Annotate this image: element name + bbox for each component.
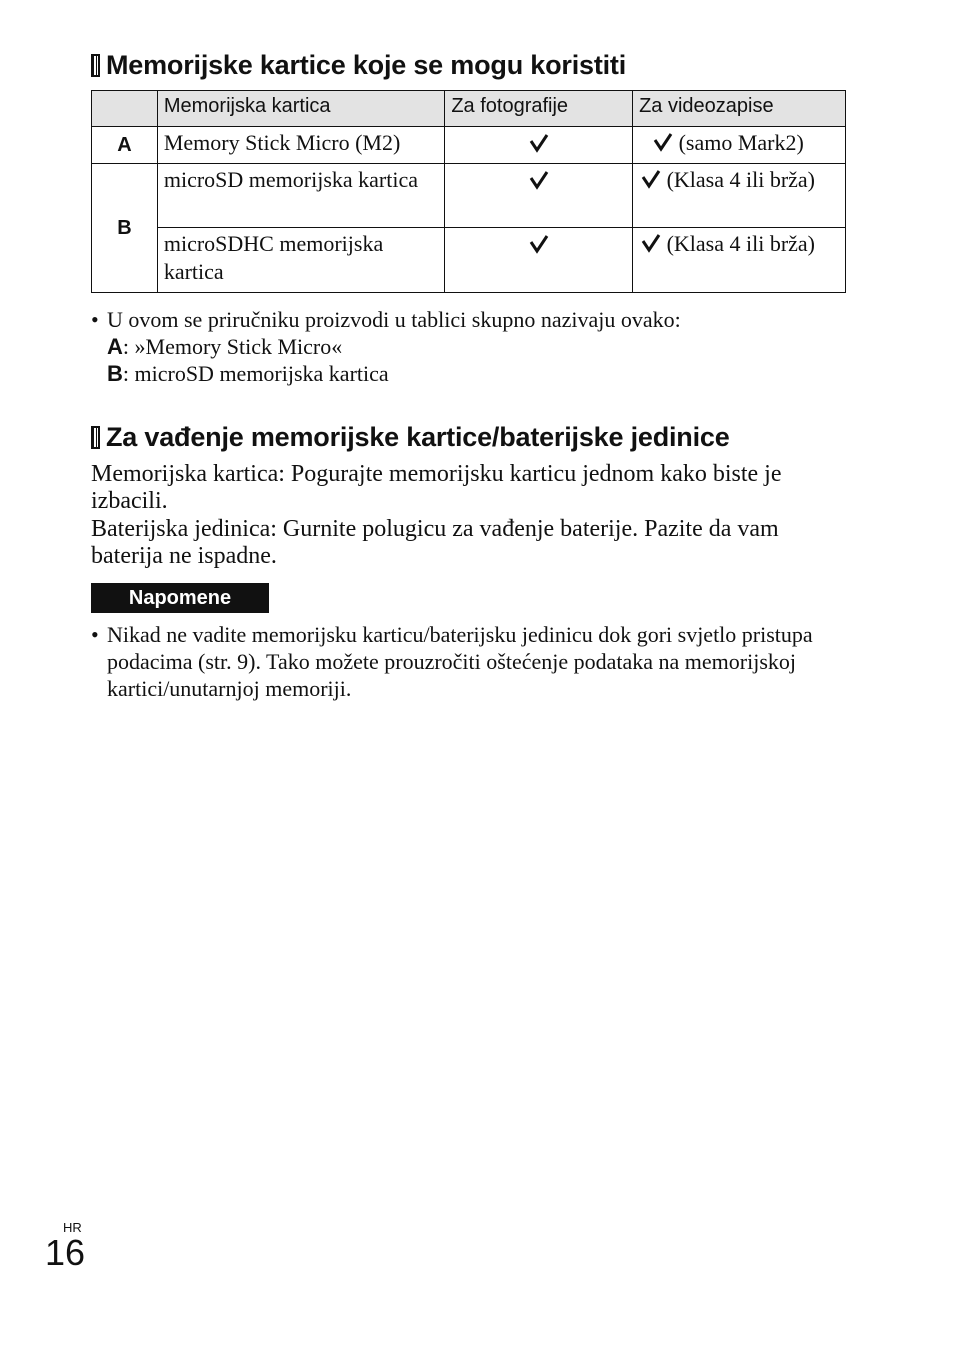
check-icon bbox=[529, 133, 549, 158]
table-header-cell bbox=[92, 91, 158, 127]
language-code: HR bbox=[63, 1220, 82, 1235]
photo-support-cell bbox=[445, 164, 633, 228]
card-name: microSDHC memorijska kartica bbox=[157, 228, 444, 293]
table-header-cell: Memorijska kartica bbox=[157, 91, 444, 127]
table-row bbox=[92, 164, 846, 228]
bullet: • bbox=[91, 622, 99, 647]
section-marker-icon bbox=[91, 426, 100, 449]
table-header-cell: Za fotografije bbox=[445, 91, 633, 127]
table-row bbox=[92, 127, 846, 164]
section-title: Za vađenje memorijske kartice/baterijske jedinice bbox=[106, 422, 730, 452]
body-paragraph: Memorijska kartica: Pogurajte memorijsku karticu jednom kako biste je izbacili. bbox=[91, 461, 782, 514]
page-number: 16 bbox=[45, 1232, 86, 1273]
video-note: (Klasa 4 ili brža) bbox=[666, 167, 815, 192]
body-paragraph: Baterijska jedinica: Gurnite polugicu za vađenje baterije. Pazite da vam baterija ne ispadne. bbox=[91, 516, 779, 569]
video-support-cell bbox=[633, 164, 846, 228]
abbreviation-a bbox=[91, 333, 851, 360]
section-title: Memorijske kartice koje se mogu koristiti bbox=[106, 50, 627, 80]
list-item bbox=[91, 621, 851, 702]
abbreviation-key: B bbox=[107, 361, 123, 386]
check-icon bbox=[641, 168, 661, 196]
list-item bbox=[91, 306, 851, 333]
check-icon bbox=[529, 234, 549, 259]
photo-support-cell bbox=[445, 127, 633, 164]
video-note: (samo Mark2) bbox=[678, 130, 804, 155]
check-icon bbox=[641, 232, 661, 260]
section-heading-removing bbox=[91, 422, 730, 453]
photo-support-cell bbox=[445, 228, 633, 293]
bullet: • bbox=[91, 307, 99, 332]
section-marker-icon bbox=[91, 54, 100, 77]
card-name: microSD memorijska kartica bbox=[157, 164, 444, 228]
group-label-a: A bbox=[92, 127, 158, 164]
card-name: Memory Stick Micro (M2) bbox=[157, 127, 444, 164]
note-intro: U ovom se priručniku proizvodi u tablici skupno nazivaju ovako: bbox=[107, 307, 681, 332]
table-note bbox=[91, 306, 851, 387]
notes-list bbox=[91, 621, 851, 702]
abbreviation-b bbox=[91, 360, 851, 387]
table-header-row bbox=[92, 91, 846, 127]
abbreviation-text: : »Memory Stick Micro« bbox=[122, 334, 343, 359]
video-support-cell bbox=[633, 228, 846, 293]
memory-card-table bbox=[91, 90, 846, 293]
table-row bbox=[92, 228, 846, 293]
note-text: Nikad ne vadite memorijsku karticu/baterijsku jedinicu dok gori svjetlo pristupa podacima (str. 9). Tako možete prouzročiti oštećenje podataka na memorijskoj kartici/unutarnjoj memoriji. bbox=[107, 622, 813, 701]
video-support-cell bbox=[633, 127, 846, 164]
group-label-b: B bbox=[92, 164, 158, 293]
notes-badge: Napomene bbox=[91, 583, 269, 613]
section-heading-supported-cards bbox=[91, 50, 626, 81]
abbreviation-text: : microSD memorijska kartica bbox=[122, 361, 389, 386]
video-note: (Klasa 4 ili brža) bbox=[666, 231, 815, 256]
check-icon bbox=[529, 170, 549, 195]
table-header-cell: Za videozapise bbox=[633, 91, 846, 127]
check-icon bbox=[653, 131, 673, 159]
abbreviation-key: A bbox=[107, 334, 123, 359]
